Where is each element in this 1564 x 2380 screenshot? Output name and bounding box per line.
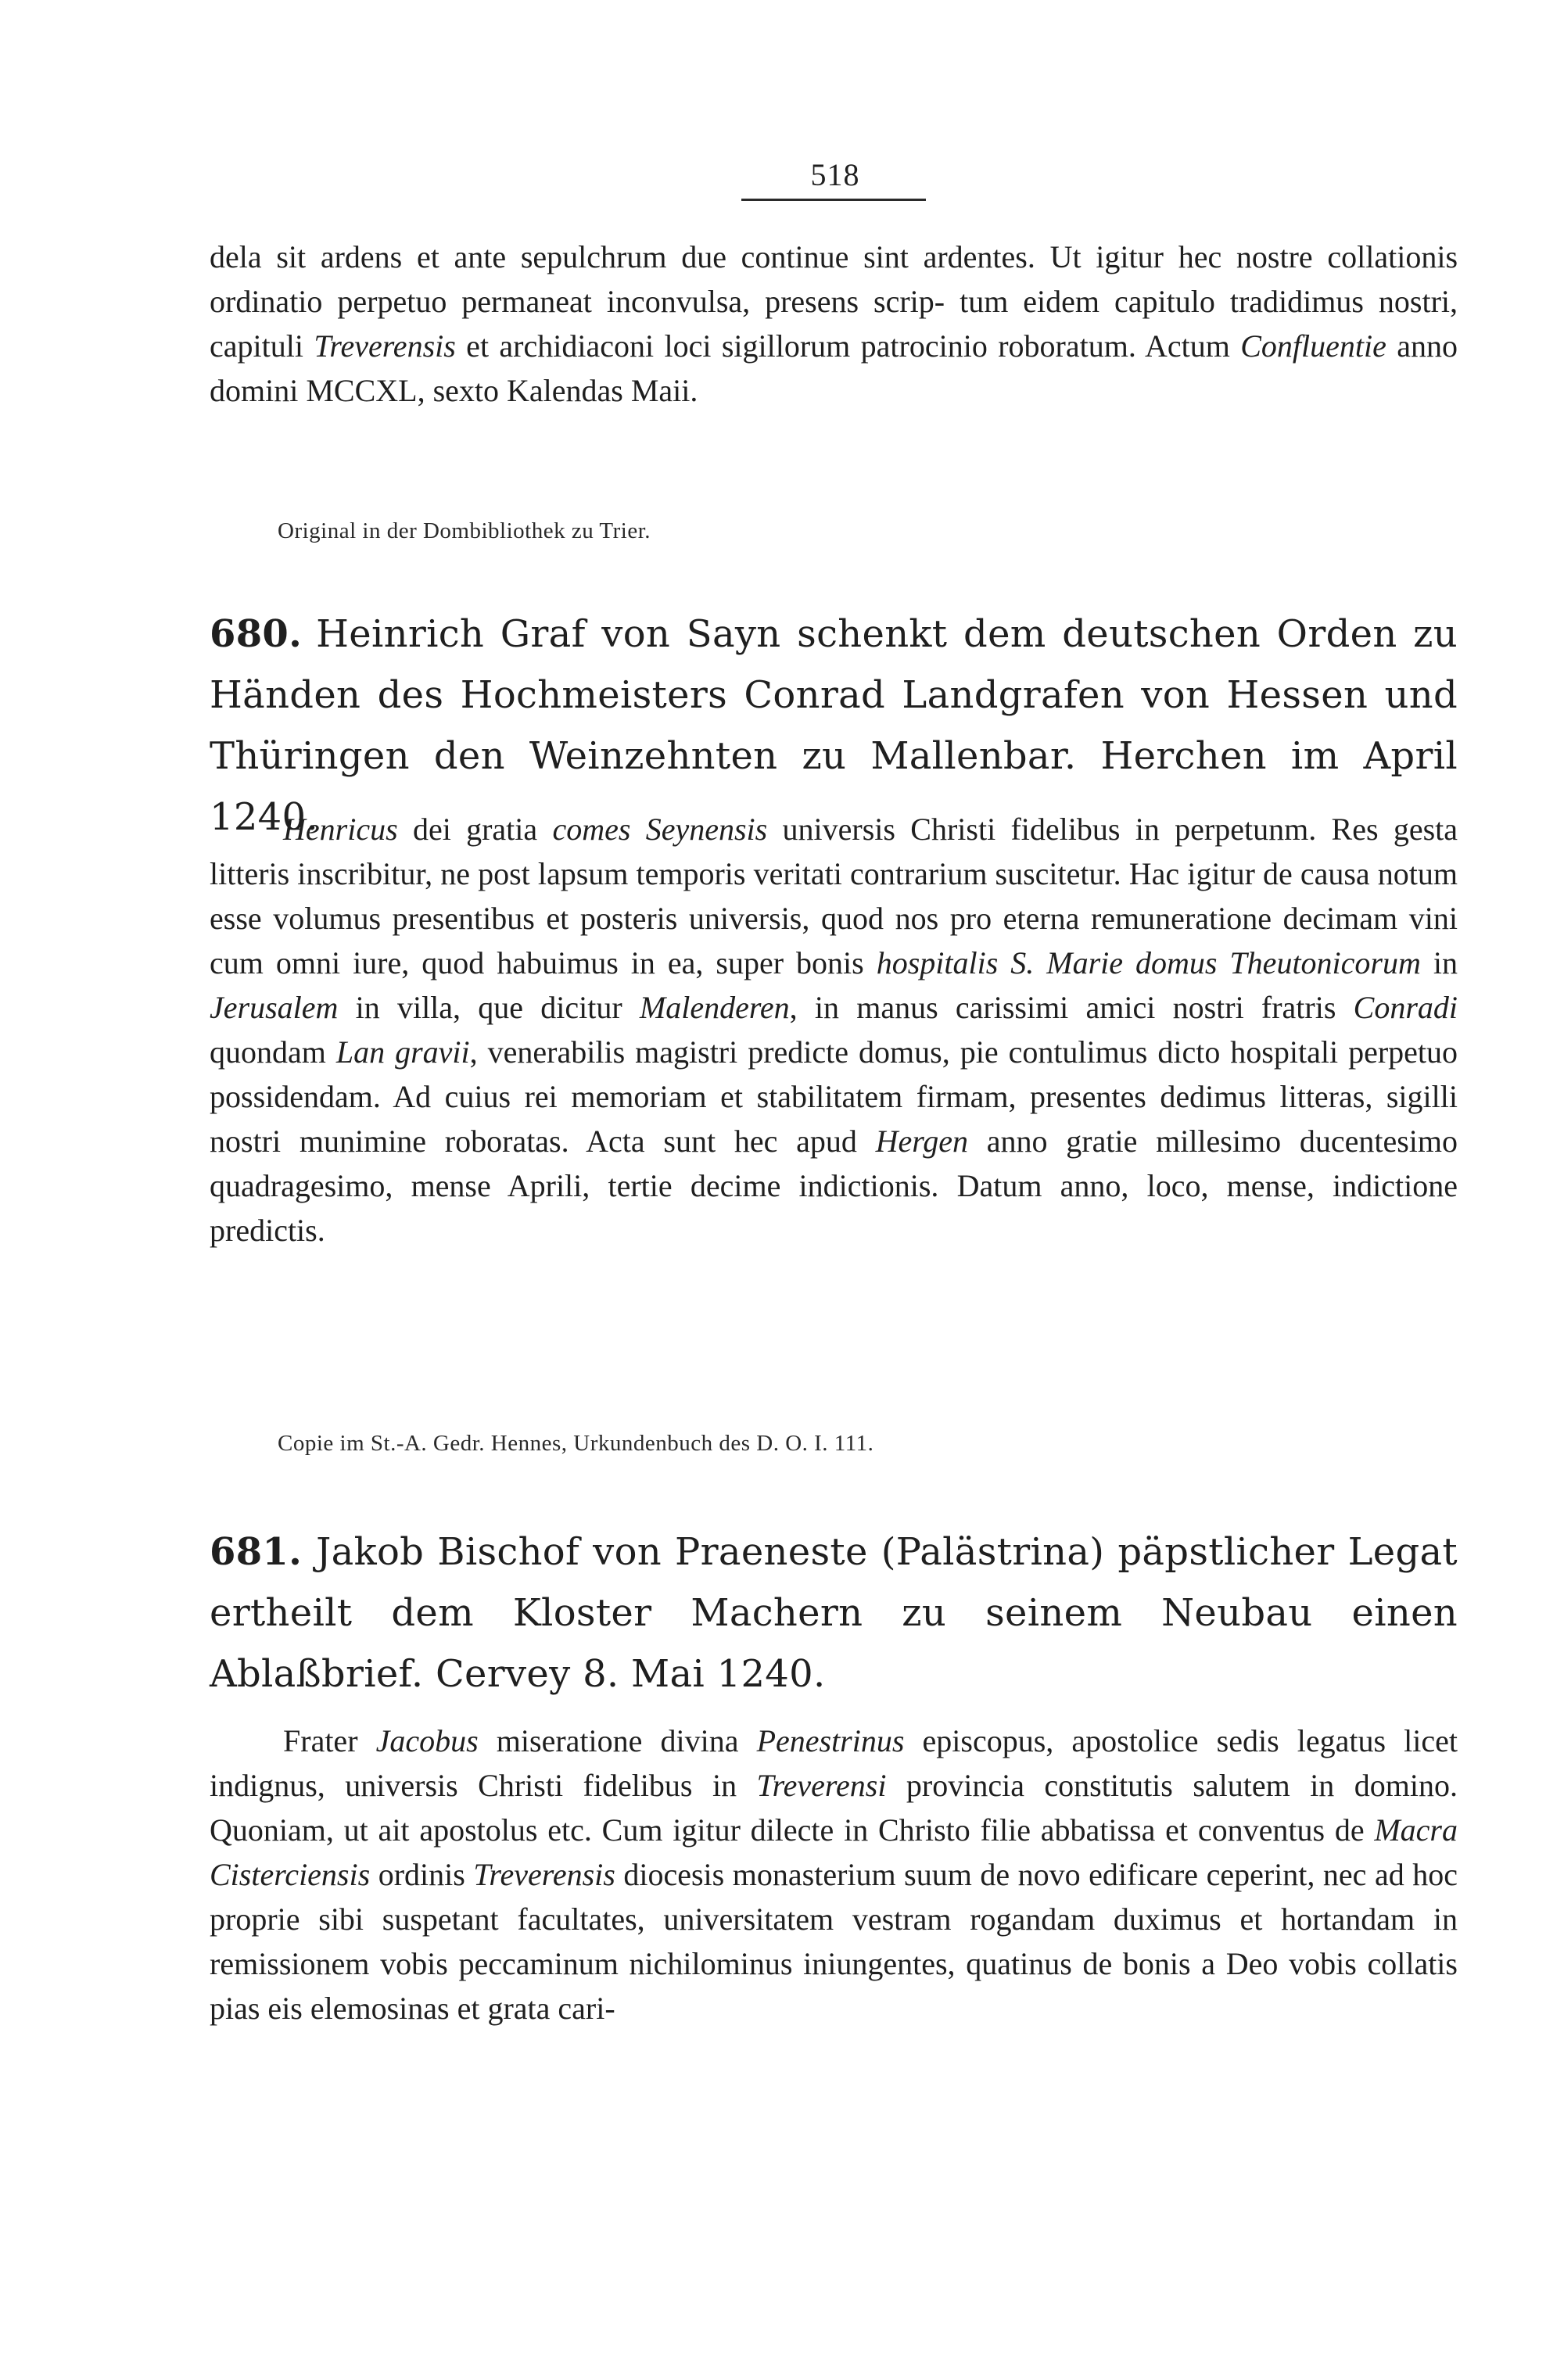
- text-span: provincia constitutis salutem in domino. Quoniam, ut ait apostolus etc. Cum igitur dilecte in Christo filie abbatissa et conventus de: [210, 1768, 1458, 1848]
- text-span: miseratione divina: [478, 1723, 757, 1758]
- place-hergen: Hergen: [875, 1124, 969, 1159]
- doc-681-heading: [210, 1522, 1458, 1704]
- place-malenderen: Malenderen: [639, 990, 790, 1025]
- text-span: diocesis monasterium suum de novo edificare ceperint, nec ad hoc proprie sibi suspetant facultates, universitatem vestram rogandam duximus et hortandam in remissionem vobis peccaminum nichilominus iniungentes, quatinus de bonis a Deo vobis collatis pias eis elemosinas et grata cari-: [210, 1857, 1458, 2026]
- source-note-copie: Copie im St.-A. Gedr. Hennes, Urkundenbuch des D. O. I. 111.: [278, 1431, 874, 1456]
- continuation-line-3b: et archidiaconi: [455, 328, 655, 364]
- page-number-rule: [741, 199, 926, 201]
- name-henricus: Henricus: [283, 812, 398, 847]
- continuation-line-3: tum eidem capitulo tradidimus nostri, capituli: [210, 284, 1458, 364]
- text-span: in: [1420, 945, 1458, 980]
- title-comes-seynensis: comes Seynensis: [552, 812, 768, 847]
- place-hospitalis: hospitalis S. Marie domus Theutonicorum: [876, 945, 1421, 980]
- place-jerusalem: Jerusalem: [210, 990, 339, 1025]
- doc-680-title: Heinrich Graf von Sayn schenkt dem deutschen Orden zu Händen des Hochmeisters Conrad Landgrafen von Hessen und Thüringen den Weinzehnten zu Mallenbar. Herchen im April 1240.: [210, 612, 1458, 839]
- continuation-line: [210, 235, 1458, 413]
- text-span: , venerabilis magistri predicte domus, pie contulimus dicto hospitali perpetuo possidendam. Ad cuius rei memoriam et stabilitatem firmam, presentes dedimus litteras, sigilli nostri munimine roboratas. Acta sunt hec apud: [210, 1034, 1458, 1159]
- page-number: 518: [810, 157, 860, 192]
- place-treverensis: Treverensis: [314, 328, 456, 364]
- text-span: ordinis: [370, 1857, 474, 1892]
- text-span: in villa, que dicitur: [338, 990, 640, 1025]
- title-lan-gravii: Lan gravii: [335, 1034, 470, 1070]
- continuation-line-1: dela sit ardens et ante sepulchrum due continue sint ardentes. Ut igitur: [210, 239, 1164, 274]
- doc-680-body: [210, 807, 1458, 1253]
- name-conradi: Conradi: [1353, 990, 1458, 1025]
- doc-680-paragraph: [210, 807, 1458, 1253]
- text-span: , in manus carissimi amici nostri fratris: [789, 990, 1354, 1025]
- text-span: Frater: [283, 1723, 376, 1758]
- text-span: universis Christi fidelibus in perpetunm. Res gesta litteris inscribitur, ne post lapsum temporis veritati contrarium suscitetur. Hac igitur de causa notum esse volumus presentibus et posteris universis, quod nos pro eterna remuneratione decimam vini cum omni iure, quod habuimus in ea, super bonis: [210, 812, 1458, 980]
- title-penestrinus: Penestrinus: [756, 1723, 905, 1758]
- continuation-line-4: loci sigillorum patrocinio roboratum. Actum: [664, 328, 1241, 364]
- text-span: dei gratia: [397, 812, 553, 847]
- place-confluentie: Confluentie: [1240, 328, 1386, 364]
- name-jacobus: Jacobus: [375, 1723, 479, 1758]
- source-note-original: Original in der Dombibliothek zu Trier.: [278, 518, 651, 543]
- text-span: quondam: [210, 1034, 336, 1070]
- doc-681-title: Jakob Bischof von Praeneste (Palästrina) päpstlicher Legat ertheilt dem Kloster Machern zu seinem Neubau einen Ablaßbrief. Cervey 8. Mai 1240.: [210, 1530, 1458, 1696]
- doc-681-body: [210, 1719, 1458, 2031]
- continuation-line-5: MCCXL, sexto Kalendas Maii.: [306, 373, 698, 408]
- doc-680-number: 680.: [210, 612, 303, 656]
- place-treverensi: Treverensi: [756, 1768, 887, 1803]
- doc-681-paragraph: [210, 1719, 1458, 2031]
- continuation-line-2: hec nostre collationis ordinatio perpetuo permaneat inconvulsa, presens scrip-: [210, 239, 1458, 319]
- continuation-line-4b: anno domini: [210, 328, 1458, 408]
- doc-681-number: 681.: [210, 1530, 303, 1574]
- place-treverensis: Treverensis: [473, 1857, 615, 1892]
- place-macra-cisterciensis: Macra Cisterciensis: [210, 1812, 1458, 1892]
- continuation-text: [210, 235, 1458, 413]
- text-span: episcopus, apostolice sedis legatus licet indignus, universis Christi fidelibus in: [210, 1723, 1458, 1803]
- text-span: anno gratie millesimo ducentesimo quadragesimo, mense Aprili, tertie decime indictionis. Datum anno, loco, mense, indictione predictis.: [210, 1124, 1458, 1248]
